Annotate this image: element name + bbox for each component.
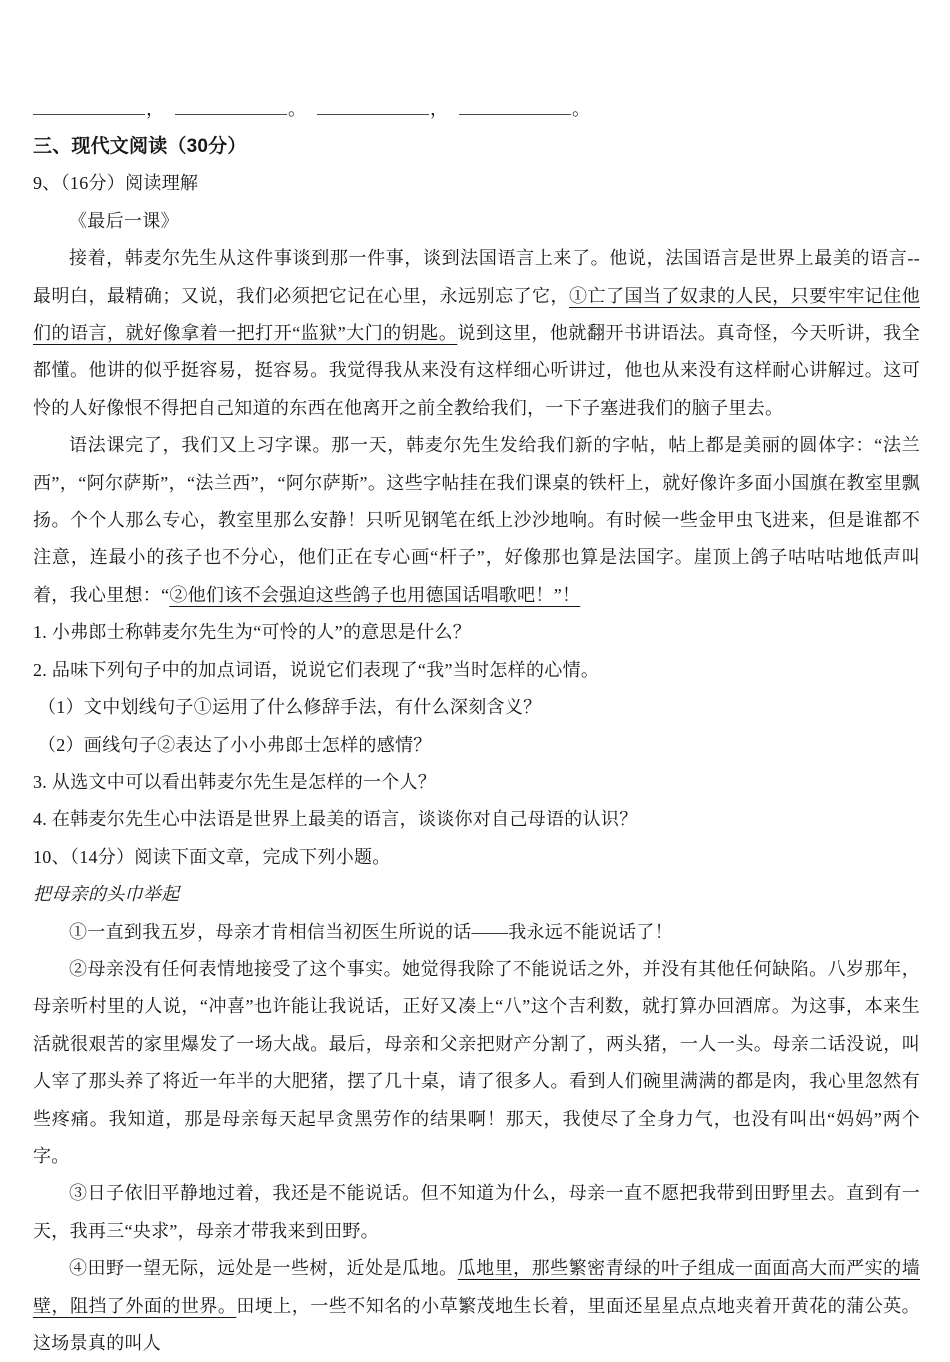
question-3 xyxy=(33,764,920,801)
passage-2-paragraph-3 xyxy=(33,1175,920,1250)
answer-blank-line xyxy=(459,100,571,115)
text-segment: 2. 品味下列句子中的加点词语，说说它们表现了“我”当时怎样的心情。 xyxy=(33,659,600,680)
answer-blank-line xyxy=(175,100,287,115)
section-heading xyxy=(33,128,920,165)
text-segment: 田埂上，一些不知名的小草繁茂地生长着，里面还星星点点地夹着开黄花的蒲公英。这场景真的叫人 xyxy=(33,1295,920,1353)
question-9-header xyxy=(33,165,920,202)
document-body xyxy=(33,128,920,1362)
question-2-sub-2 xyxy=(33,727,920,764)
text-segment: 语法课完了，我们又上习字课。那一天，韩麦尔先生发给我们新的字帖，帖上都是美丽的圆体字：“法兰西”，“阿尔萨斯”，“法兰西”，“阿尔萨斯”。这些字帖挂在我们课桌的铁杆上，就好像许多面小国旗在教室里飘扬。个个人那么专心，教室里那么安静！只听见钢笔在纸上沙沙地响。有时候一些金甲虫飞进来，但是谁都不注意，连最小的孩子也不分心，他们正在专心画“杆子”，好像那也算是法国字。崖顶上鸽子咕咕咕地低声叫着，我心里想：“ xyxy=(33,435,920,605)
passage-1-paragraph-2 xyxy=(33,427,920,614)
text-segment: 接着，韩麦尔先生从这件事谈到那一件事，谈到法国语言上来了。他说，法国语言是世界上最美的语言--最明白，最精确；又说，我们必须把它记在心里，永远别忘了它， xyxy=(33,248,920,306)
question-10-header xyxy=(33,839,920,876)
text-segment: 三、现代文阅读（30分） xyxy=(33,136,247,157)
text-segment: ④田野一望无际，远处是一些树，近处是瓜地。 xyxy=(69,1258,458,1279)
text-segment: （1）文中划线句子①运用了什么修辞手法，有什么深刻含义？ xyxy=(38,697,542,718)
text-segment: ①一直到我五岁，母亲才肯相信当初医生所说的话——我永远不能说话了！ xyxy=(69,921,673,942)
text-segment: 把母亲的头巾举起 xyxy=(33,884,180,905)
blank-punctuation: 。 xyxy=(288,99,306,119)
text-segment: 3. 从选文中可以看出韩麦尔先生是怎样的一个人？ xyxy=(33,771,437,792)
passage-2-title xyxy=(33,876,920,913)
text-segment: 1. 小弗郎士称韩麦尔先生为“可怜的人”的意思是什么？ xyxy=(33,622,472,643)
blank-punctuation: 。 xyxy=(572,99,590,119)
text-segment: （2）画线句子②表达了小小弗郎士怎样的感情？ xyxy=(38,734,432,755)
text-segment: 《最后一课》 xyxy=(69,210,179,231)
blank-punctuation: ， xyxy=(430,99,448,119)
fill-in-blanks-row xyxy=(33,96,920,124)
text-segment: 说到这里，他就翻开书讲语法。真奇怪，今天听讲，我全都懂。他讲的似乎挺容易，挺容易。我觉得我从来没有这样细心听讲过，他也从来没有这样耐心讲解过。这可怜的人好像恨不得把自己知道的东西在他离开之前全教给我们，一下子塞进我们的脑子里去。 xyxy=(33,323,920,418)
passage-2-paragraph-4 xyxy=(33,1250,920,1362)
question-2 xyxy=(33,652,920,689)
text-segment: 4. 在韩麦尔先生心中法语是世界上最美的语言，谈谈你对自己母语的认识？ xyxy=(33,809,638,830)
answer-blank-line xyxy=(33,100,145,115)
question-2-sub-1 xyxy=(33,689,920,726)
passage-2-paragraph-2 xyxy=(33,951,920,1175)
answer-blank-line xyxy=(317,100,429,115)
text-segment: 10、（14分）阅读下面文章，完成下列小题。 xyxy=(33,846,391,867)
passage-1-paragraph-1 xyxy=(33,240,920,427)
underlined-text-segment: ②他们该不会强迫这些鸽子也用德国话唱歌吧！”！ xyxy=(169,584,581,605)
passage-1-title xyxy=(33,203,920,240)
question-4 xyxy=(33,801,920,838)
blank-punctuation: ， xyxy=(146,99,164,119)
text-segment: 9、（16分）阅读理解 xyxy=(33,173,199,194)
text-segment: ②母亲没有任何表情地接受了这个事实。她觉得我除了不能说话之外，并没有其他任何缺陷。八岁那年，母亲听村里的人说，“冲喜”也许能让我说话，正好又凑上“八”这个吉利数，就打算办回酒席。为这事，本来生活就很艰苦的家里爆发了一场大战。最后，母亲和父亲把财产分割了，两头猪，一人一头。母亲二话没说，叫人宰了那头养了将近一年半的大肥猪，摆了几十桌，请了很多人。看到人们碗里满满的都是肉，我心里忽然有些疼痛。我知道，那是母亲每天起早贪黑劳作的结果啊！那天，我使尽了全身力气，也没有叫出“妈妈”两个字。 xyxy=(33,958,920,1166)
underlined-text-segment: 瓜地里，那些繁密青绿的叶子组成一面面高大而严实的墙壁，阻挡了外面的世界。 xyxy=(33,1258,920,1316)
question-1 xyxy=(33,614,920,651)
text-segment: ③日子依旧平静地过着，我还是不能说话。但不知道为什么，母亲一直不愿把我带到田野里去。直到有一天，我再三“央求”，母亲才带我来到田野。 xyxy=(33,1183,920,1241)
underlined-text-segment: ①亡了国当了奴隶的人民，只要牢牢记住他们的语言，就好像拿着一把打开“监狱”大门的钥匙。 xyxy=(33,285,920,344)
passage-2-paragraph-1 xyxy=(33,914,920,951)
